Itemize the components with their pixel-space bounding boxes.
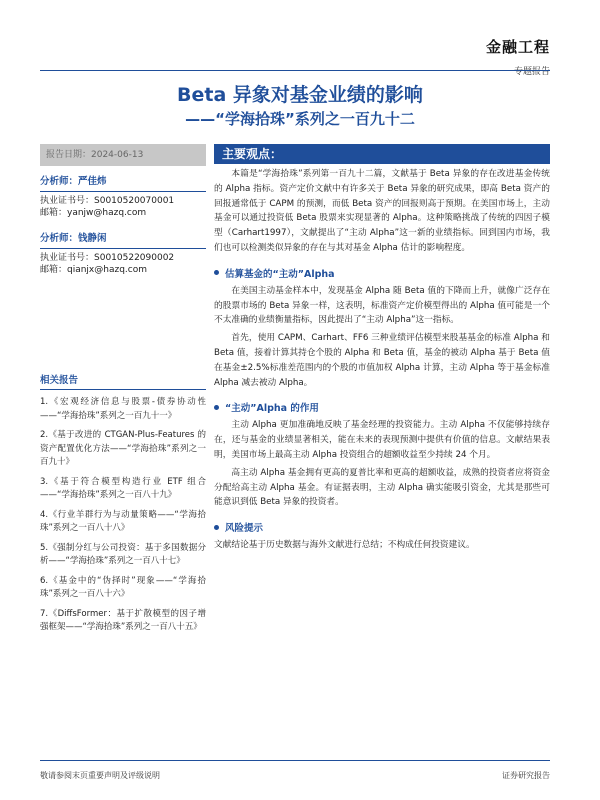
key-points-heading: 主要观点： [214, 144, 550, 164]
footer-label: 证券研究报告 [502, 771, 550, 780]
section-paragraph: 主动 Alpha 更加准确地反映了基金经理的投资能力。主动 Alpha 不仅能够持续存在，还与基金的业绩显著相关，能在未来的表现预测中提供有价值的信息。文献结果表明，美国市场上最高主动 Alpha 投资组合的超额收益至少持续 24 个月。 [214, 420, 550, 460]
analyst-cert: 执业证书号：S0010522090002 [40, 253, 175, 263]
main-content [214, 144, 550, 553]
analyst-cert: 执业证书号：S0010520070001 [40, 196, 175, 206]
report-subtitle: ——“学海拾珠”系列之一百九十二 [185, 110, 415, 128]
related-report-item[interactable]: 3.《基于符合模型构造行业 ETF 组合——“学海拾珠”系列之一百八十九》 [40, 476, 206, 500]
footer-disclaimer: 敬请参阅末页重要声明及评级说明 [40, 771, 160, 780]
section-alpha-role [214, 400, 550, 510]
related-report-item[interactable]: 5.《强制分红与公司投资：基于多国数据分析——“学海拾珠”系列之一百八十七》 [40, 542, 206, 566]
analyst-name: 分析师：严佳炜 [40, 176, 206, 192]
bullet-icon [214, 270, 219, 275]
analyst-block [40, 176, 206, 219]
report-title: Beta 异象对基金业绩的影响 [177, 84, 423, 106]
bullet-icon [214, 405, 219, 410]
section-estimate-alpha [214, 266, 550, 391]
report-date: 报告日期：2024-06-13 [40, 144, 206, 166]
section-risk [214, 520, 550, 553]
analyst-block [40, 233, 206, 276]
section-title: 估算基金的“主动”Alpha [225, 268, 335, 280]
footer-divider [40, 760, 550, 761]
related-report-item[interactable]: 7.《DiffsFormer：基于扩散模型的因子增强框架——“学海拾珠”系列之一百八十五》 [40, 608, 206, 632]
section-paragraph: 文献结论基于历史数据与海外文献进行总结；不构成任何投资建议。 [214, 540, 475, 551]
section-title: 风险提示 [225, 523, 264, 535]
section-paragraph: 高主动 Alpha 基金拥有更高的夏普比率和更高的超额收益，成熟的投资者应将资金分配给高主动 Alpha 基金。有证据表明，主动 Alpha 确实能吸引资金，尤其是那些可能意识到低 Beta 异象的投资者。 [214, 467, 550, 508]
section-title: “主动”Alpha 的作用 [225, 403, 319, 415]
related-report-item[interactable]: 2.《基于改进的 CTGAN-Plus-Features 的资产配置优化方法——“学海拾珠”系列之一百九十》 [40, 430, 206, 467]
related-report-item[interactable]: 1.《宏观经济信息与股票-债券协动性——“学海拾珠”系列之一百九十一》 [40, 397, 206, 421]
left-sidebar [40, 144, 206, 276]
related-reports-heading: 相关报告 [40, 372, 206, 390]
report-type: 专题报告 [513, 67, 550, 77]
bullet-icon [214, 525, 219, 530]
section-paragraph: 在美国主动基金样本中，发现基金 Alpha 随 Beta 值的下降而上升，就像广泛存在的股票市场的 Beta 异象一样，这表明，标准资产定价模型得出的 Alpha 值可能是一个不太准确的业绩衡量指标，因此提出了“主动 Alpha”这一指标。 [214, 285, 550, 326]
related-report-item[interactable]: 6.《基金中的“伪择时”现象——“学海拾珠”系列之一百八十六》 [40, 575, 206, 599]
analyst-email[interactable]: 邮箱：qianjx@hazq.com [40, 265, 147, 275]
brand-name: 金融工程 [485, 38, 550, 56]
related-report-item[interactable]: 4.《行业羊群行为与动量策略——“学海拾珠”系列之一百八十八》 [40, 509, 206, 533]
section-paragraph: 首先，使用 CAPM、Carhart、FF6 三种业绩评估模型来股基基金的标准 Alpha 和 Beta 值，接着计算其持仓个股的 Alpha 和 Beta 值，基金的被动 Alpha 基于 Beta 值在基金±2.5%标准差范围内的个股的市值加权 Alpha 计算，主动 Alpha 等于基金标准 Alpha 减去被动 Alpha。 [214, 333, 550, 388]
intro-paragraph: 本篇是“学海拾珠”系列第一百九十二篇，文献基于 Beta 异象的存在改进基金传统的 Alpha 指标。资产定价文献中有许多关于 Beta 异象的研究成果，即高 Beta 资产的回报通常低于 CAPM 的预测，而低 Beta 资产的回报则高于预期。在美国市场上，主动基金可以通过投资低 Beta 股票来实现显著的 Alpha。这种策略挑战了传统的四因子模型（Carhart1997），文献提出了“主动 Alpha”这一新的业绩指标。回到国内市场，我们也可以检测类似异象的存在与其对基金 Alpha 估计的影响程度。 [214, 169, 550, 253]
analyst-name: 分析师：钱静闲 [40, 233, 206, 249]
header-divider [40, 70, 550, 71]
related-reports [40, 372, 206, 641]
analyst-email[interactable]: 邮箱：yanjw@hazq.com [40, 208, 147, 218]
